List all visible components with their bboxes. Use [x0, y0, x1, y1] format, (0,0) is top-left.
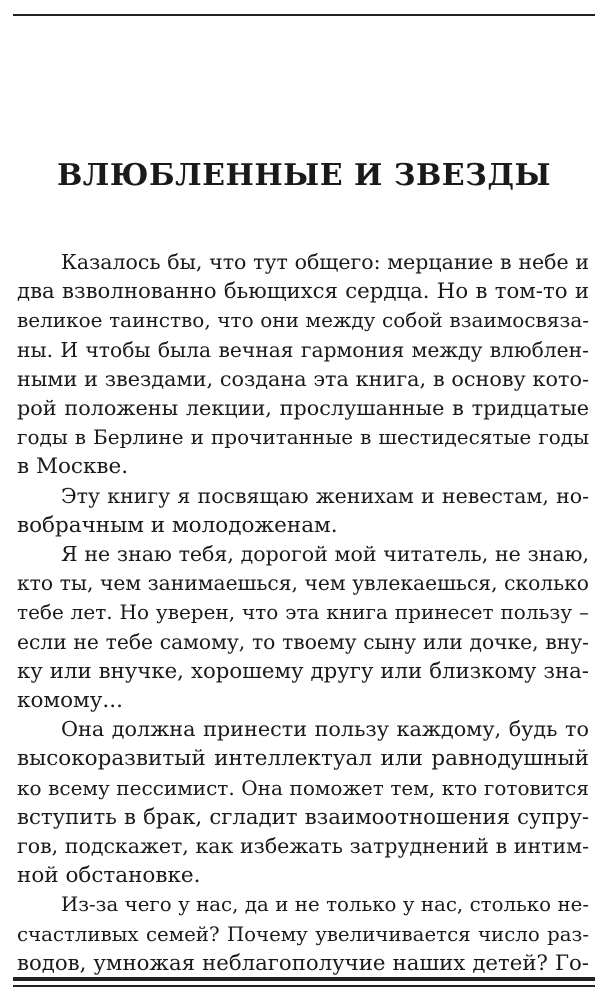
text-line: ку или внучке, хорошему другу или близкому зна- — [17, 658, 589, 684]
text-line: Эту книгу я посвящаю женихам и невестам, но- — [61, 483, 589, 508]
text-line: водов, умножая неблагополучие наших детей? Го- — [17, 950, 589, 976]
text-line: высокоразвитый интеллектуал или равнодушный — [17, 746, 589, 772]
text-line: если не тебе самому, то твоему сыну или дочке, вну- — [17, 629, 589, 654]
bottom-rule-thin — [13, 985, 595, 987]
paragraph — [17, 715, 589, 890]
text-line: годы в Берлине и прочитанные в шестидесятые годы — [17, 425, 589, 450]
text-line: рой положены лекции, прослушанные в тридцатые — [17, 396, 589, 421]
paragraph — [17, 540, 589, 715]
text-line: великое таинство, что они между собой взаимосвяза- — [17, 308, 589, 333]
paragraph — [17, 248, 589, 482]
text-line: в Москве. — [17, 454, 129, 480]
text-line: гов, подскажет, как избежать затруднений в интим- — [17, 834, 589, 859]
paragraph — [17, 482, 589, 540]
text-line: тебе лет. Но уверен, что эта книга принесет пользу – — [17, 600, 589, 625]
chapter-title: ВЛЮБЛЕННЫЕ И ЗВЕЗДЫ — [56, 158, 552, 193]
text-line: вступить в брак, сгладит взаимоотношения супру- — [17, 804, 589, 830]
text-line: ными и звездами, создана эта книга, в основу кото- — [17, 366, 589, 391]
text-line: Казалось бы, что тут общего: мерцание в небе и — [61, 250, 589, 274]
text-line: Она должна принести пользу каждому, будь то — [61, 717, 589, 742]
text-line: Я не знаю тебя, дорогой мой читатель, не знаю, — [61, 542, 589, 567]
chapter-body — [17, 248, 589, 978]
text-line: ны. И чтобы была вечная гармония между влюблен- — [17, 337, 589, 362]
bottom-rule-thick — [13, 977, 595, 981]
text-line: два взволнованно бьющихся сердца. Но в том-то и — [17, 279, 589, 305]
text-line: комому... — [17, 688, 123, 714]
text-line: ной обстановке. — [17, 863, 201, 889]
text-line: вобрачным и молодоженам. — [17, 512, 338, 538]
text-line: ко всему пессимист. Она поможет тем, кто готовится — [17, 775, 589, 800]
text-line: Из-за чего у нас, да и не только у нас, столько не- — [61, 893, 589, 917]
top-rule — [13, 14, 595, 16]
paragraph — [17, 890, 589, 978]
text-line: счастливых семей? Почему увеличивается число раз- — [17, 922, 589, 946]
text-line: кто ты, чем занимаешься, чем увлекаешься, сколько — [17, 571, 589, 596]
